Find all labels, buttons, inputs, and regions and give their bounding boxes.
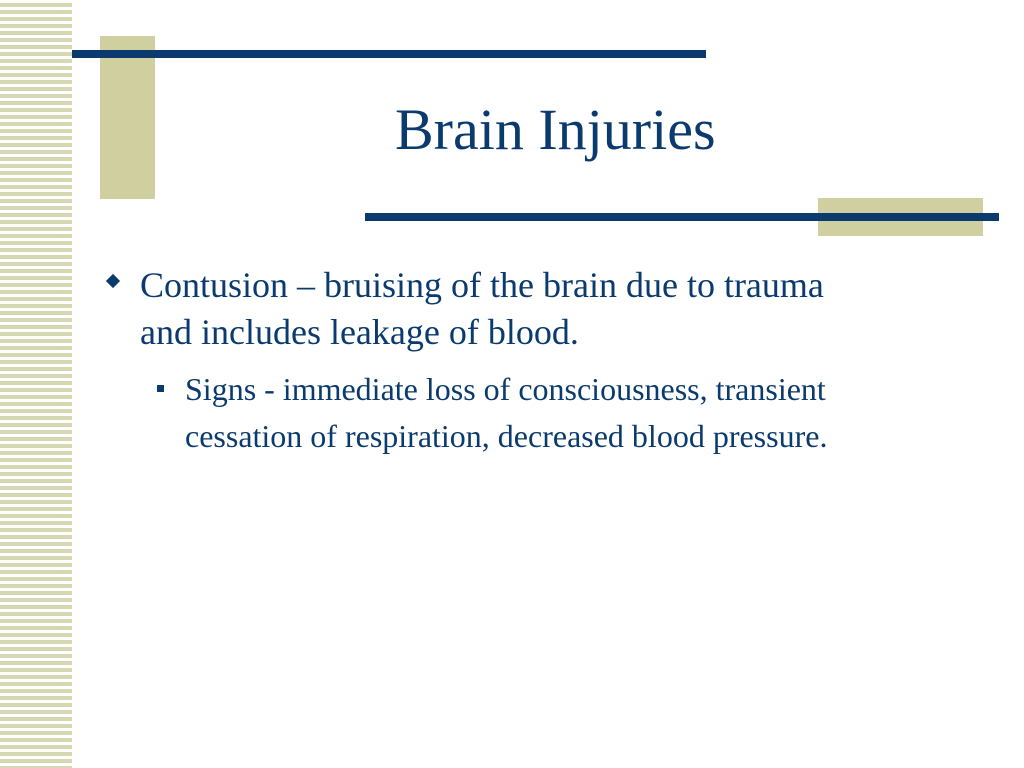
title-rule-top <box>72 50 706 58</box>
sub-bullet-text: Signs - immediate loss of consciousness, transient cessation of respiration, decreased blood pressure. <box>185 371 828 454</box>
bullet-item <box>104 262 880 356</box>
bullet-text: Contusion – bruising of the brain due to trauma and includes leakage of blood. <box>140 265 824 352</box>
slide-title: Brain Injuries <box>395 97 716 162</box>
square-bullet-icon <box>157 385 164 392</box>
slide-content <box>104 262 904 460</box>
sub-bullet-item <box>185 366 885 460</box>
title-rule-bottom <box>365 213 999 221</box>
diamond-bullet-icon <box>106 274 120 288</box>
decorative-stripe-band <box>0 0 72 768</box>
decorative-tan-block-top <box>100 36 155 199</box>
